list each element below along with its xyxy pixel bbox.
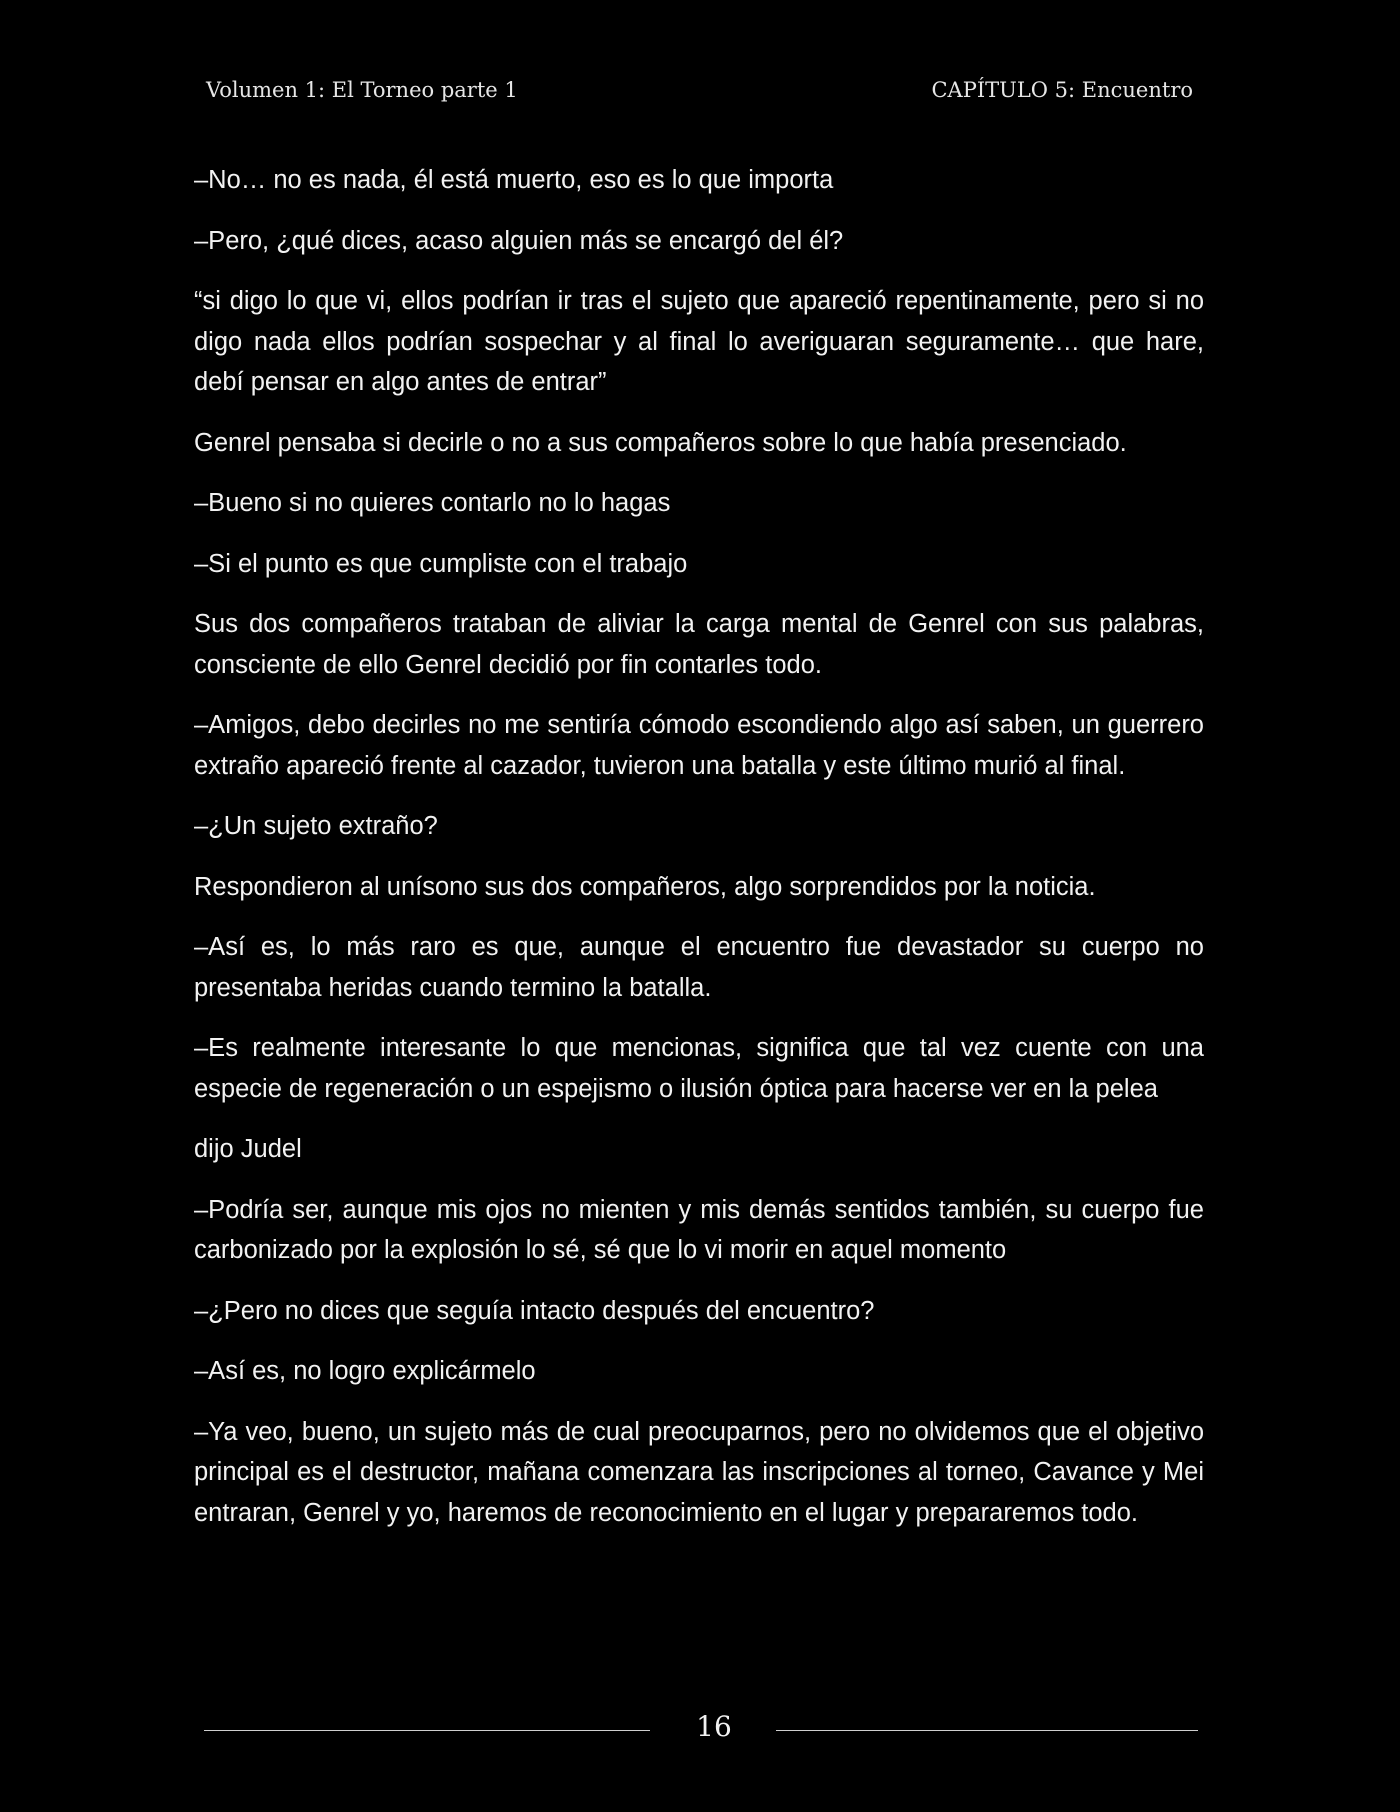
- paragraph: –¿Pero no dices que seguía intacto después del encuentro?: [194, 1296, 875, 1325]
- paragraph: –Así es, lo más raro es que, aunque el encuentro fue devastador su cuerpo no presentaba heridas cuando termino la batalla.: [194, 933, 1204, 1002]
- page-body: [194, 160, 1204, 1553]
- paragraph: –Ya veo, bueno, un sujeto más de cual preocuparnos, pero no olvidemos que el objetivo principal es el destructor, mañana comenzara las inscripciones al torneo, Cavance y Mei entraran, Genrel y yo, haremos de reconocimiento en el lugar y prepararemos todo.: [194, 1417, 1204, 1527]
- paragraph: Respondieron al unísono sus dos compañeros, algo sorprendidos por la noticia.: [194, 872, 1096, 901]
- footer-rule-left: [204, 1730, 650, 1731]
- page-header: [206, 78, 1193, 108]
- paragraph: Sus dos compañeros trataban de aliviar la carga mental de Genrel con sus palabras, consciente de ello Genrel decidió por fin contarles todo.: [194, 610, 1204, 679]
- paragraph: –Pero, ¿qué dices, acaso alguien más se encargó del él?: [194, 226, 844, 255]
- paragraph: –Amigos, debo decirles no me sentiría cómodo escondiendo algo así saben, un guerrero extraño apareció frente al cazador, tuvieron una batalla y este último murió al final.: [194, 711, 1204, 780]
- paragraph: –Es realmente interesante lo que mencionas, significa que tal vez cuente con una especie de regeneración o un espejismo o ilusión óptica para hacerse ver en la pelea: [194, 1034, 1204, 1103]
- paragraph: Genrel pensaba si decirle o no a sus compañeros sobre lo que había presenciado.: [194, 428, 1127, 457]
- running-header-volume: Volumen 1: El Torneo parte 1: [206, 78, 518, 102]
- paragraph: –¿Un sujeto extraño?: [194, 812, 438, 840]
- paragraph: –Podría ser, aunque mis ojos no mienten y mis demás sentidos también, su cuerpo fue carbonizado por la explosión lo sé, sé que lo vi morir en aquel momento: [194, 1195, 1204, 1264]
- page-footer: [204, 1710, 1198, 1754]
- paragraph: –No… no es nada, él está muerto, eso es lo que importa: [194, 166, 834, 194]
- paragraph: –Bueno si no quieres contarlo no lo hagas: [194, 489, 671, 517]
- footer-rule-right: [776, 1730, 1198, 1731]
- page-number: 16: [696, 1710, 732, 1743]
- paragraph: –Así es, no logro explicármelo: [194, 1357, 536, 1385]
- paragraph: –Si el punto es que cumpliste con el trabajo: [194, 549, 688, 578]
- paragraph: dijo Judel: [194, 1135, 302, 1163]
- running-header-chapter: CAPÍTULO 5: Encuentro: [931, 78, 1193, 102]
- paragraph: “si digo lo que vi, ellos podrían ir tras el sujeto que apareció repentinamente, pero si no digo nada ellos podrían sospechar y al final lo averiguaran seguramente… que hare, debí pensar en algo antes de entrar”: [194, 287, 1204, 396]
